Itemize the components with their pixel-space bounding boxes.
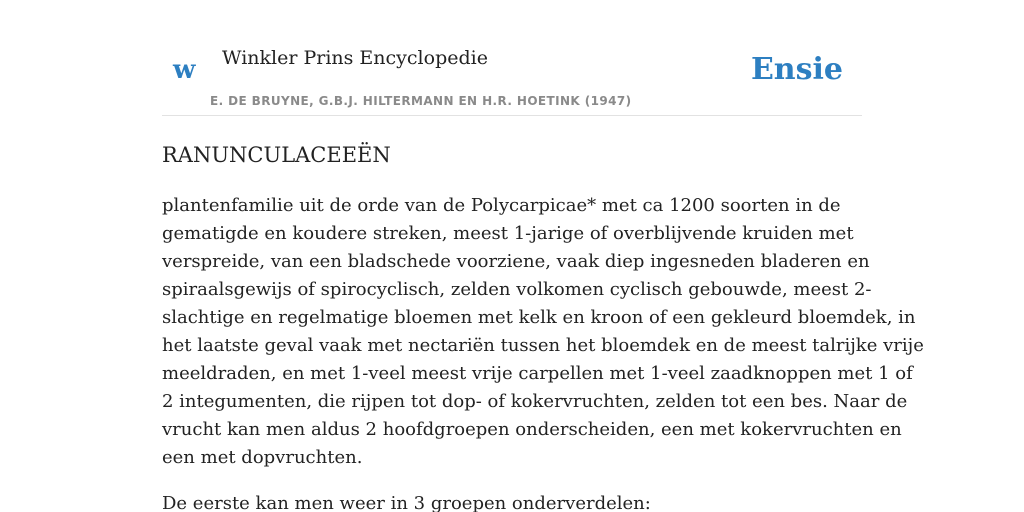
ensie-brand-logo[interactable]: Ensie	[750, 52, 843, 87]
paragraph-line: meeldraden, en met 1-veel meest vrije carpellen met 1-veel zaadknoppen met 1 of	[162, 363, 913, 384]
entry-body	[162, 192, 924, 512]
paragraph-2: De eerste kan men weer in 3 groepen onderverdelen:	[162, 493, 651, 512]
paragraph-line: 2 integumenten, die rijpen tot dop- of kokervruchten, zelden tot een bes. Naar de	[162, 391, 908, 412]
paragraph-line: verspreide, van een bladschede voorziene, vaak diep ingesneden bladeren en	[162, 251, 870, 272]
paragraph-line: een met dopvruchten.	[162, 447, 363, 468]
paragraph-line: gematigde en koudere streken, meest 1-jarige of overblijvende kruiden met	[162, 223, 854, 244]
source-authors: E. DE BRUYNE, G.B.J. HILTERMANN EN H.R. HOETINK (1947)	[210, 94, 632, 108]
paragraph-line: slachtige en regelmatige bloemen met kelk en kroon of een gekleurd bloemdek, in	[162, 307, 916, 328]
paragraph-line: het laatste geval vaak met nectariën tussen het bloemdek en de meest talrijke vrije	[162, 335, 924, 356]
entry-title: RANUNCULACEEËN	[162, 143, 391, 167]
source-title-link[interactable]: Winkler Prins Encyclopedie	[222, 47, 488, 69]
header-divider	[162, 115, 862, 116]
source-logo-icon[interactable]: w	[173, 55, 196, 85]
paragraph-line: vrucht kan men aldus 2 hoofdgroepen onderscheiden, een met kokervruchten en	[162, 419, 902, 440]
paragraph-line: spiraalsgewijs of spirocyclisch, zelden volkomen cyclisch gebouwde, meest 2-	[162, 279, 872, 300]
paragraph-line: plantenfamilie uit de orde van de Polycarpicae* met ca 1200 soorten in de	[162, 195, 841, 216]
